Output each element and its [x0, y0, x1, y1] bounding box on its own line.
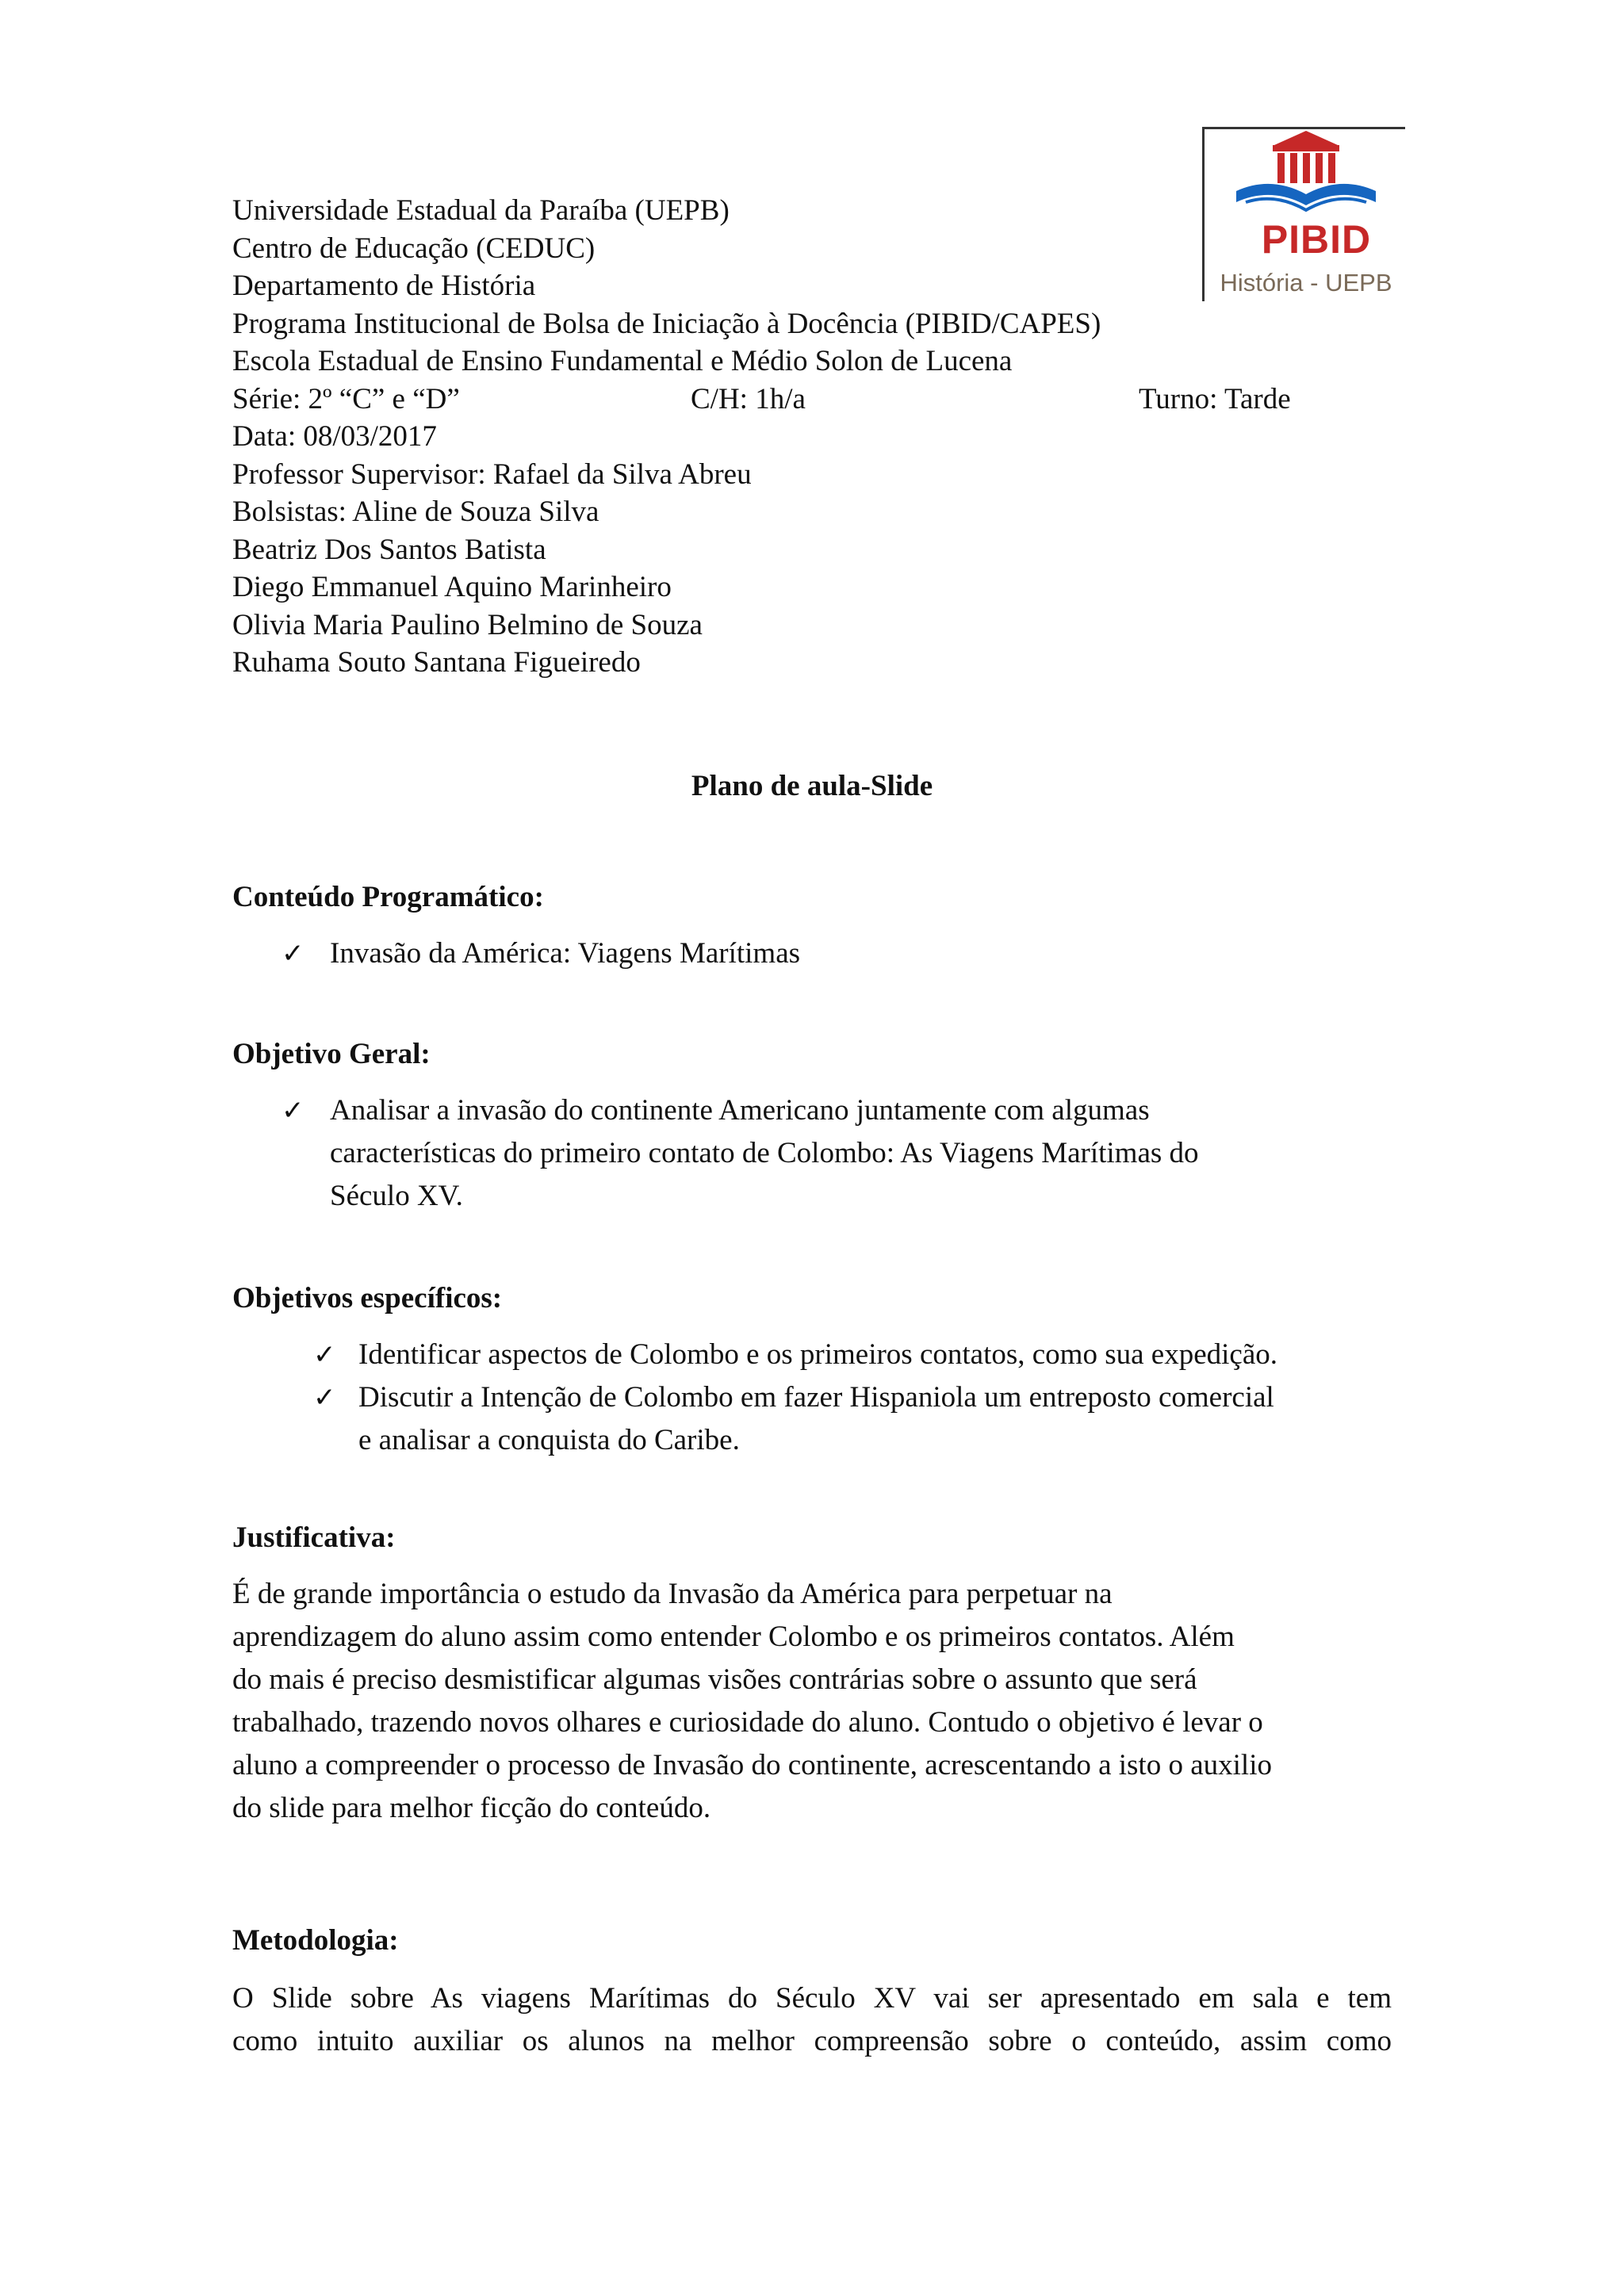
metodologia-paragraph: [232, 1977, 1392, 2063]
conteudo-heading: Conteúdo Programático:: [232, 881, 544, 913]
justificativa-paragraph: [232, 1573, 1392, 1830]
header-serie: Série: 2º “C” e “D”: [232, 382, 460, 415]
logo-subtitle: História - UEPB: [1220, 269, 1392, 297]
text-line: características do primeiro contato de Colombo: As Viagens Marítimas do: [330, 1137, 1199, 1169]
checkmark-icon: ✓: [282, 938, 304, 970]
logo-brand-text: PIBID: [1261, 217, 1372, 262]
header-department: Departamento de História: [232, 270, 536, 302]
text-line: do slide para melhor ficção do conteúdo.: [232, 1792, 711, 1824]
document-header: [232, 192, 1422, 682]
header-center: Centro de Educação (CEDUC): [232, 232, 596, 265]
text-line: É de grande importância o estudo da Invasão da América para perpetuar na: [232, 1578, 1113, 1610]
header-turno: Turno: Tarde: [1139, 382, 1291, 415]
checkmark-icon: ✓: [313, 1382, 336, 1414]
text-line: Século XV.: [330, 1180, 463, 1212]
conteudo-item-text: Invasão da América: Viagens Marítimas: [330, 937, 801, 970]
header-program: Programa Institucional de Bolsa de Iniciação à Docência (PIBID/CAPES): [232, 307, 1101, 340]
text-line: do mais é preciso desmistificar algumas visões contrárias sobre o assunto que será: [232, 1663, 1197, 1696]
metodologia-heading: Metodologia:: [232, 1924, 399, 1957]
objetivo-especifico-text: Identificar aspectos de Colombo e os primeiros contatos, como sua expedição.: [358, 1338, 1277, 1371]
objetivo-geral-text: [330, 1089, 1199, 1218]
objetivos-especificos-heading: Objetivos específicos:: [232, 1282, 503, 1314]
text-line: trabalhado, trazendo novos olhares e curiosidade do aluno. Contudo o objetivo é levar o: [232, 1706, 1263, 1739]
header-bolsista: Beatriz Dos Santos Batista: [232, 533, 546, 566]
objetivo-geral-heading: Objetivo Geral:: [232, 1038, 431, 1070]
text-line: Discutir a Intenção de Colombo em fazer Hispaniola um entreposto comercial: [358, 1381, 1274, 1414]
objetivo-especifico-text: [358, 1376, 1274, 1462]
text-line: aluno a compreender o processo de Invasão do continente, acrescentando a isto o auxilio: [232, 1749, 1272, 1781]
header-date: Data: 08/03/2017: [232, 420, 437, 453]
header-university: Universidade Estadual da Paraíba (UEPB): [232, 194, 730, 227]
header-school: Escola Estadual de Ensino Fundamental e Médio Solon de Lucena: [232, 345, 1013, 377]
text-line: aprendizagem do aluno assim como entender Colombo e os primeiros contatos. Além: [232, 1621, 1235, 1653]
header-bolsista: Olivia Maria Paulino Belmino de Souza: [232, 608, 703, 641]
header-bolsistas: Bolsistas: Aline de Souza Silva: [232, 496, 599, 528]
text-line: Analisar a invasão do continente Americano juntamente com algumas: [330, 1094, 1150, 1127]
justificativa-heading: Justificativa:: [232, 1521, 396, 1554]
header-class-row: [232, 381, 1422, 419]
checkmark-icon: ✓: [282, 1095, 304, 1127]
header-bolsista: Ruhama Souto Santana Figueiredo: [232, 646, 641, 679]
header-bolsista: Diego Emmanuel Aquino Marinheiro: [232, 571, 672, 603]
header-ch: C/H: 1h/a: [691, 382, 806, 415]
header-supervisor: Professor Supervisor: Rafael da Silva Abreu: [232, 457, 752, 491]
document-title: Plano de aula-Slide: [691, 770, 933, 802]
text-line: O Slide sobre As viagens Marítimas do Século XV vai ser apresentado em sala e tem: [232, 1982, 1392, 2015]
checkmark-icon: ✓: [313, 1339, 336, 1371]
text-line: e analisar a conquista do Caribe.: [358, 1424, 740, 1456]
text-line: como intuito auxiliar os alunos na melhor compreensão sobre o conteúdo, assim como: [232, 2025, 1392, 2057]
